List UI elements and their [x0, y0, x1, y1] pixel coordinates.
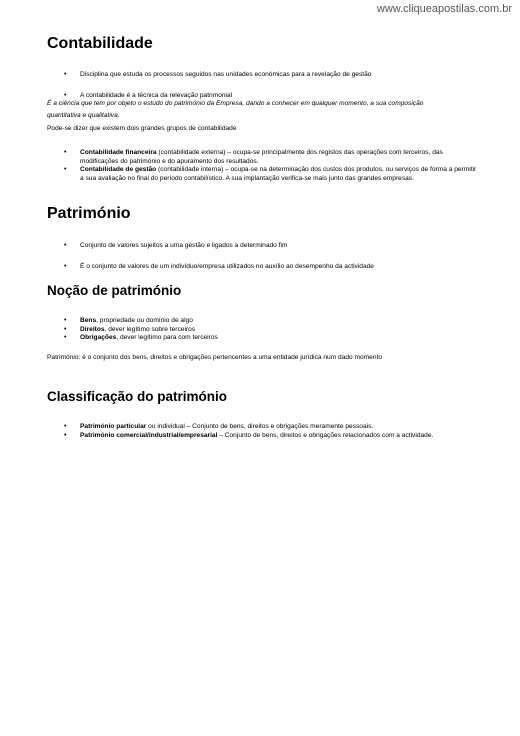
patrimonio-definition: Património: é o conjunto dos bens, direitos e obrigações pertencentes a uma entidade jurídica num dado momento: [47, 354, 383, 361]
heading-nocao-patrimonio: Noção de património: [47, 283, 182, 298]
item-text: , dever legítimo para com terceiros: [116, 334, 218, 342]
list-item: • É o conjunto de valores de um indivíduo/empresa utilizados no auxílio ao desempenho da actividade: [47, 263, 477, 272]
item-term: Bens: [80, 317, 97, 324]
groups-intro: Pode-se dizer que existem dois grandes grupos de contabilidade: [47, 125, 237, 132]
item-term: Património particular: [80, 423, 147, 430]
groups-list: [47, 149, 477, 183]
item-text: , propriedade ou domínio de algo: [96, 317, 193, 324]
heading-contabilidade: Contabilidade: [47, 35, 153, 52]
definition-italic-1: É a ciência que tem por objeto o estudo do património da Empresa, dando a conhecer em qualquer momento, a sua composição: [47, 100, 424, 107]
list-item: [47, 423, 477, 432]
list-item: • Conjunto de valores sujeitos a uma gestão e ligados a determinado fim: [47, 242, 477, 251]
list-item: [47, 149, 477, 166]
item-term: Direitos: [80, 325, 105, 333]
heading-classificacao-patrimonio: Classificação do património: [47, 389, 228, 404]
item-term: Obrigações: [80, 334, 117, 342]
group-text: (contabilidade interna) – ocupa-se na determinação dos custos dos produtos, ou serviços de forma a permitir a sua avaliação no final do período contabilístico. A sua implantação verifica-se mais junto das grandes empresas.: [80, 166, 477, 182]
list-item: • Disciplina que estuda os processos seguidos nas unidades económicas para a revelação de gestão: [47, 71, 477, 80]
list-item: [47, 166, 477, 183]
list-item: [47, 326, 477, 335]
classificacao-list: [47, 423, 477, 440]
definition-italic-2: quantitativa e qualitativa.: [47, 112, 120, 119]
list-item: [47, 334, 477, 343]
list-item: • A contabilidade é a técnica da relevação patrimonial: [47, 92, 477, 101]
item-text: ou individual – Conjunto de bens, direitos e obrigações meramente pessoais.: [146, 423, 374, 430]
group-term: Contabilidade financeira: [80, 149, 157, 156]
item-term: Património comercial/industrial/empresarial: [80, 431, 218, 439]
site-watermark: www.cliqueapostilas.com.br: [376, 3, 512, 15]
nocao-list: [47, 317, 477, 343]
group-term: Contabilidade de gestão: [80, 166, 157, 174]
list-item: [47, 432, 477, 441]
item-text: – Conjunto de bens, direitos e obrigações relacionados com a actividade.: [217, 431, 434, 439]
list-item: [47, 317, 477, 326]
heading-patrimonio: Património: [47, 205, 131, 222]
group-text: (contabilidade externa) – ocupa-se principalmente dos registos das operações com terceiros, das modificações do património e do apuramento dos resultados.: [80, 149, 443, 165]
contabilidade-list-1: [47, 71, 477, 80]
item-text: , dever legítimo sobre terceiros: [104, 325, 196, 333]
patrimonio-list-2: [47, 263, 477, 272]
patrimonio-list-1: [47, 242, 477, 251]
